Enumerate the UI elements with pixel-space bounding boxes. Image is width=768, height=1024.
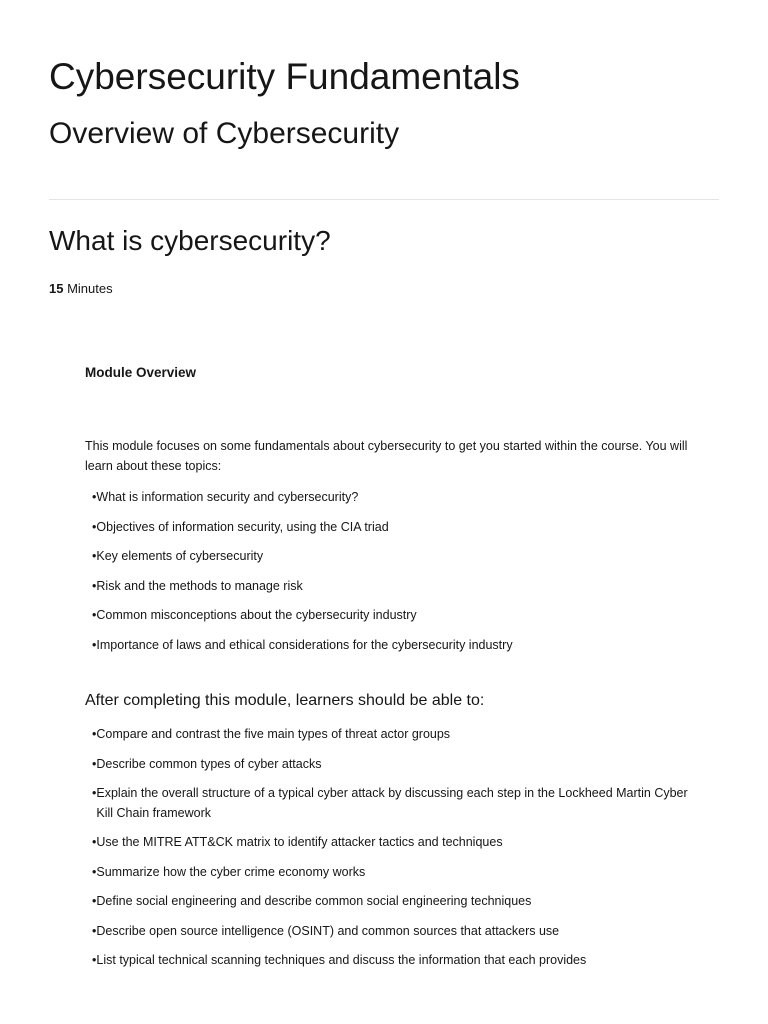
course-title: Cybersecurity Fundamentals — [49, 56, 520, 97]
list-item: • Explain the overall structure of a typical cyber attack by discussing each step in the Lockheed Martin Cyber Kill Chain framework — [92, 786, 688, 820]
learning-outcomes-list — [92, 725, 689, 981]
header-divider — [49, 199, 719, 200]
module-intro-text: This module focuses on some fundamentals about cybersecurity to get you started within the course. You will learn about these topics: — [85, 439, 688, 473]
list-item: •Importance of laws and ethical considerations for the cybersecurity industry — [92, 637, 513, 652]
list-item: • Summarize how the cyber crime economy works — [92, 864, 366, 879]
learning-outcomes-heading: After completing this module, learners should be able to: — [85, 692, 485, 709]
list-item: •Objectives of information security, using the CIA triad — [92, 519, 389, 534]
duration-value: 15 — [49, 281, 64, 296]
list-item: • List typical technical scanning techniques and discuss the information that each provides — [92, 953, 587, 967]
list-item: •What is information security and cybersecurity? — [92, 490, 359, 504]
list-item: • Use the MITRE ATT&CK matrix to identify attacker tactics and techniques — [92, 835, 503, 849]
module-overview-heading: Module Overview — [85, 365, 197, 380]
list-item: •Key elements of cybersecurity — [92, 549, 264, 563]
list-item: • Describe open source intelligence (OSINT) and common sources that attackers use — [92, 923, 560, 938]
module-title: Overview of Cybersecurity — [49, 117, 400, 150]
lesson-title: What is cybersecurity? — [49, 225, 331, 256]
lesson-duration — [49, 280, 113, 298]
list-item: •Common misconceptions about the cybersecurity industry — [92, 608, 417, 622]
list-item: •Risk and the methods to manage risk — [92, 578, 303, 593]
list-item: • Compare and contrast the five main types of threat actor groups — [92, 727, 451, 741]
topics-list — [92, 488, 689, 665]
list-item: • Define social engineering and describe common social engineering techniques — [92, 894, 532, 908]
duration-unit: Minutes — [67, 281, 113, 296]
list-item: • Describe common types of cyber attacks — [92, 756, 322, 771]
